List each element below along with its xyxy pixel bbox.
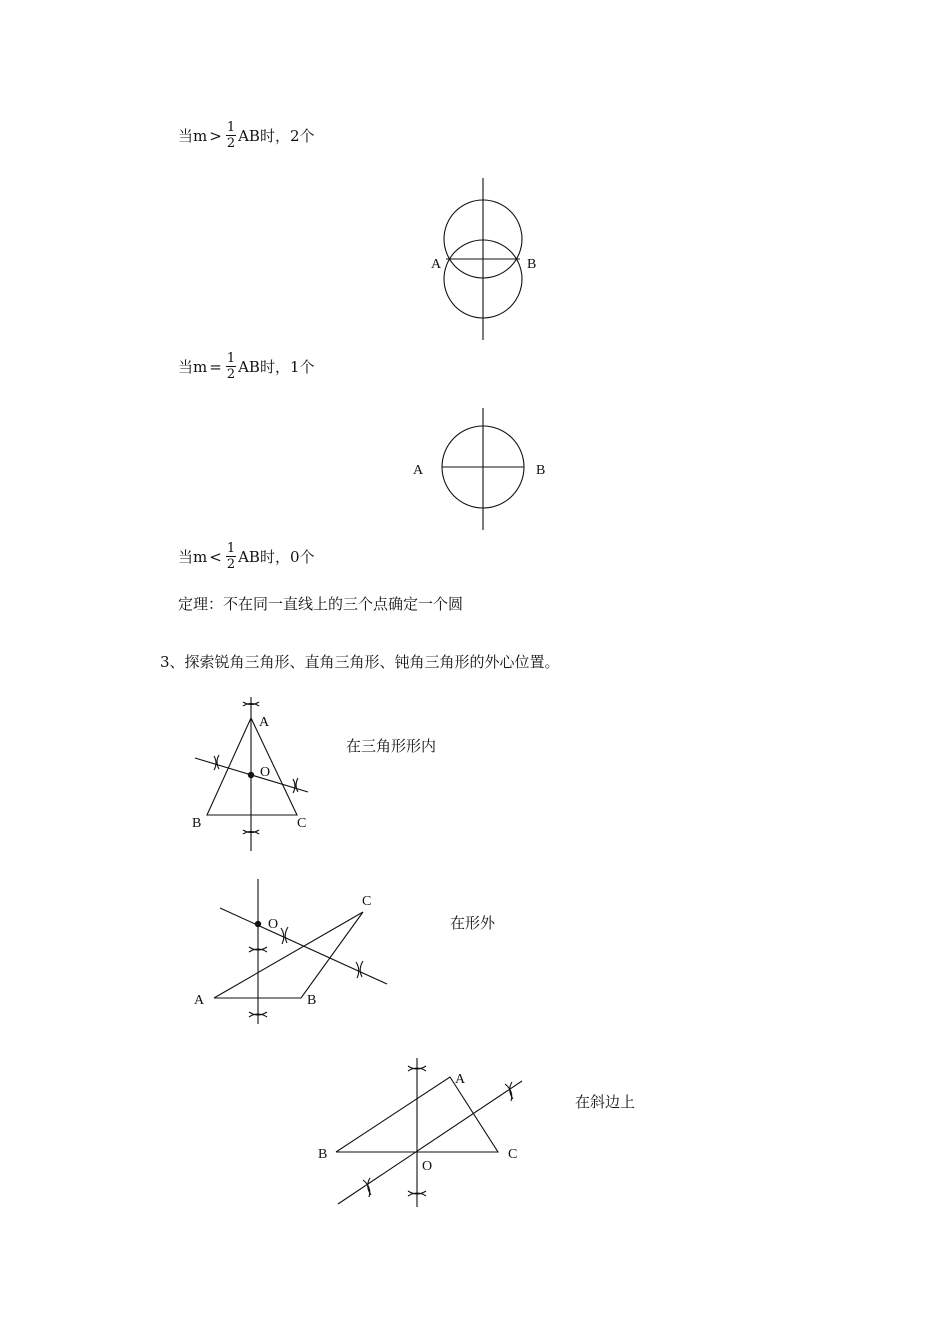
triangle-abc: [207, 718, 297, 815]
case-suffix: AB时，0个: [238, 547, 315, 566]
circumcenter-label: O: [260, 765, 271, 780]
arc-mark: [368, 1178, 371, 1195]
acute-caption: 在三角形形内: [346, 737, 437, 755]
case-suffix: AB时，1个: [238, 357, 315, 376]
bisector-ac: [338, 1081, 522, 1204]
point-a-label: A: [413, 463, 424, 478]
triangle-abc: [214, 912, 363, 998]
vertex-c-label: C: [297, 816, 307, 831]
obtuse-caption: 在形外: [450, 914, 496, 932]
arc-mark: [285, 927, 288, 943]
arc-mark: [363, 1180, 370, 1197]
figure-right-triangle: [318, 1058, 522, 1207]
fraction-numerator: 1: [226, 120, 236, 135]
figure-acute-triangle: [192, 697, 308, 851]
case-suffix: AB时，2个: [238, 126, 315, 145]
figure-two-circles: [431, 178, 536, 340]
arc-mark: [293, 779, 295, 793]
fraction-denominator: 2: [226, 367, 236, 382]
circumcenter-dot: [255, 921, 261, 927]
fraction-denominator: 2: [226, 136, 236, 151]
arc-mark: [217, 755, 219, 769]
arc-mark: [505, 1084, 512, 1101]
section-title: 3、探索锐角三角形、直角三角形、钝角三角形的外心位置。: [160, 653, 560, 671]
vertex-b-label: B: [192, 816, 202, 831]
case-operator: <: [209, 547, 222, 566]
arc-mark: [296, 778, 298, 792]
vertex-c-label: C: [362, 894, 372, 909]
bisector-bc: [220, 908, 387, 984]
figure-one-circle: [413, 408, 545, 530]
circumcenter-dot: [248, 772, 254, 778]
case-prefix: 当m: [178, 547, 208, 566]
case-prefix: 当m: [178, 126, 208, 145]
circumcenter-label: O: [268, 917, 279, 932]
circumcenter-label: O: [422, 1159, 433, 1174]
arc-mark: [214, 756, 216, 770]
figure-obtuse-triangle: [194, 879, 387, 1024]
arc-mark: [360, 961, 363, 977]
vertex-c-label: C: [508, 1147, 518, 1162]
fraction-numerator: 1: [226, 541, 236, 556]
right-caption: 在斜边上: [575, 1093, 636, 1111]
point-a-label: A: [431, 257, 442, 272]
fraction-denominator: 2: [226, 557, 236, 572]
case-operator: =: [209, 357, 222, 376]
point-b-label: B: [536, 463, 546, 478]
vertex-a-label: A: [194, 993, 205, 1008]
case-operator: >: [209, 126, 222, 145]
point-b-label: B: [527, 257, 537, 272]
vertex-b-label: B: [318, 1147, 328, 1162]
vertex-a-label: A: [259, 715, 270, 730]
vertex-a-label: A: [455, 1072, 466, 1087]
vertex-b-label: B: [307, 993, 317, 1008]
fraction-numerator: 1: [226, 351, 236, 366]
arc-mark: [510, 1082, 513, 1099]
case-prefix: 当m: [178, 357, 208, 376]
theorem-text: 定理：不在同一直线上的三个点确定一个圆: [178, 595, 464, 613]
